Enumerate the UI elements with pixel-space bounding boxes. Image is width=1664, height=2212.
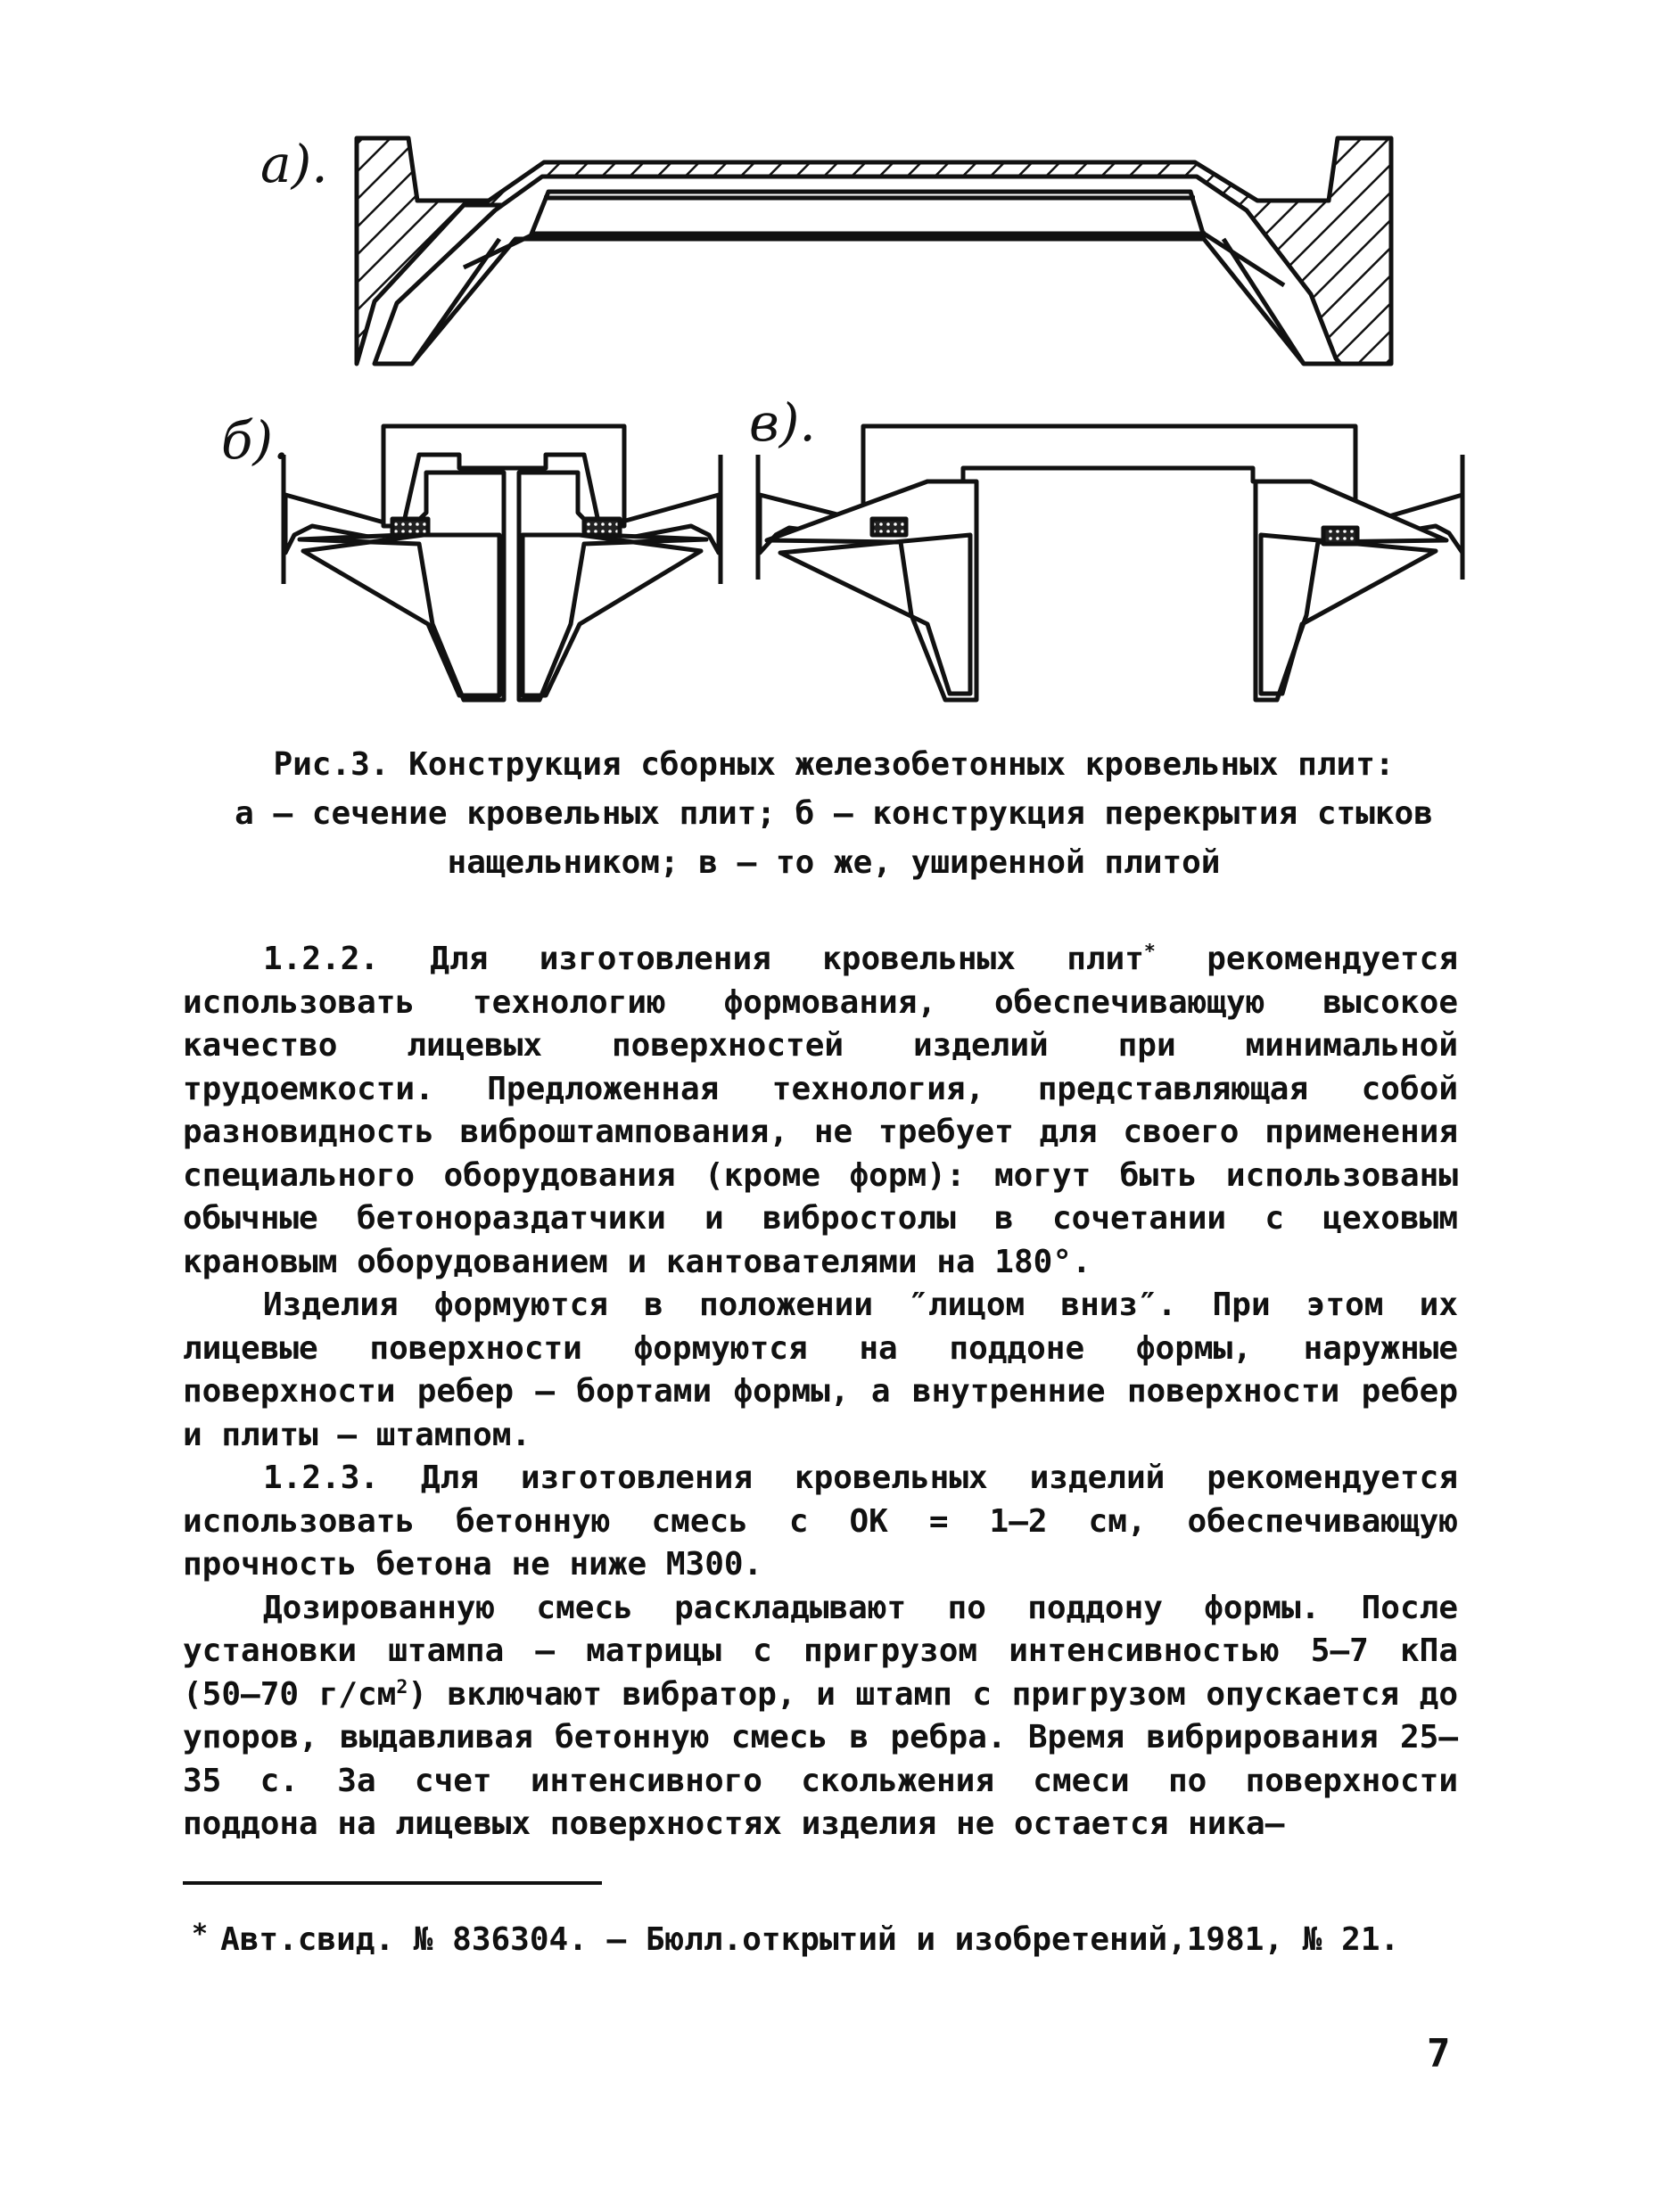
figure-caption bbox=[161, 740, 1507, 887]
figure-drawing bbox=[0, 0, 1664, 740]
footnote-rule bbox=[183, 1881, 602, 1885]
page-number: 7 bbox=[1427, 2031, 1451, 2076]
figure-label-v: в). bbox=[749, 392, 816, 453]
footnote-text: Авт.свид. № 836304. – Бюлл.открытий и изобретений,1981, № 21. bbox=[220, 1921, 1400, 1958]
section-v bbox=[758, 426, 1462, 700]
caption-line-3: нащельником; в – то же, уширенной плитой bbox=[447, 844, 1221, 881]
footnote-mark: * bbox=[192, 1919, 209, 1950]
paragraph-1-2-2: 1.2.2. Для изготовления кровельных плит* рекомендуется использовать технологию формования, обеспечивающую высокое качество лицевых поверхностей изделий при минимальной трудоемкости. Предложенная технология, представляющая собой разновидность виброштампования, не требует для своего применения специального оборудования (кроме форм): могут быть использованы обычные бетонораздатчики и вибростолы в сочетании с цеховым крановым оборудованием и кантователями на 180°. bbox=[183, 941, 1459, 1280]
paragraph-face-down: Изделия формуются в положении ″лицом вниз″. При этом их лицевые поверхности формуются на поддоне формы, наружные поверхности ребер – бортами формы, а внутренние поверхности ребер и плиты – штампом. bbox=[183, 1287, 1458, 1453]
caption-line-1: Рис.3. Конструкция сборных железобетонных кровельных плит: bbox=[273, 746, 1395, 783]
paragraph-dosing: Дозированную смесь раскладывают по поддону формы. После установки штампа – матрицы с пригрузом интенсивностью 5–7 кПа (50–70 $г/см^2$) включают вибратор, и штамп с пригрузом опускается до упоров, выдавливая бетонную смесь в ребра. Время вибрирования 25–35 с. За счет интенсивного скольжения смеси по поверхности поддона на лицевых поверхностях изделия не остается ника– bbox=[183, 1589, 1458, 1842]
figure-label-a: а). bbox=[260, 134, 328, 194]
figure-label-b: б). bbox=[221, 410, 290, 471]
paragraph-1-2-3: 1.2.3. Для изготовления кровельных изделий рекомендуется использовать бетонную смесь с ОК = 1–2 см, обеспечивающую прочность бетона не ниже М300. bbox=[183, 1460, 1458, 1583]
section-b bbox=[284, 426, 721, 700]
caption-line-2: а – сечение кровельных плит; б – конструкция перекрытия стыков bbox=[235, 795, 1433, 832]
section-a bbox=[357, 138, 1391, 364]
footnote-reference: * bbox=[1143, 941, 1156, 963]
footnote bbox=[192, 1912, 1458, 1962]
body-text bbox=[183, 938, 1458, 1846]
